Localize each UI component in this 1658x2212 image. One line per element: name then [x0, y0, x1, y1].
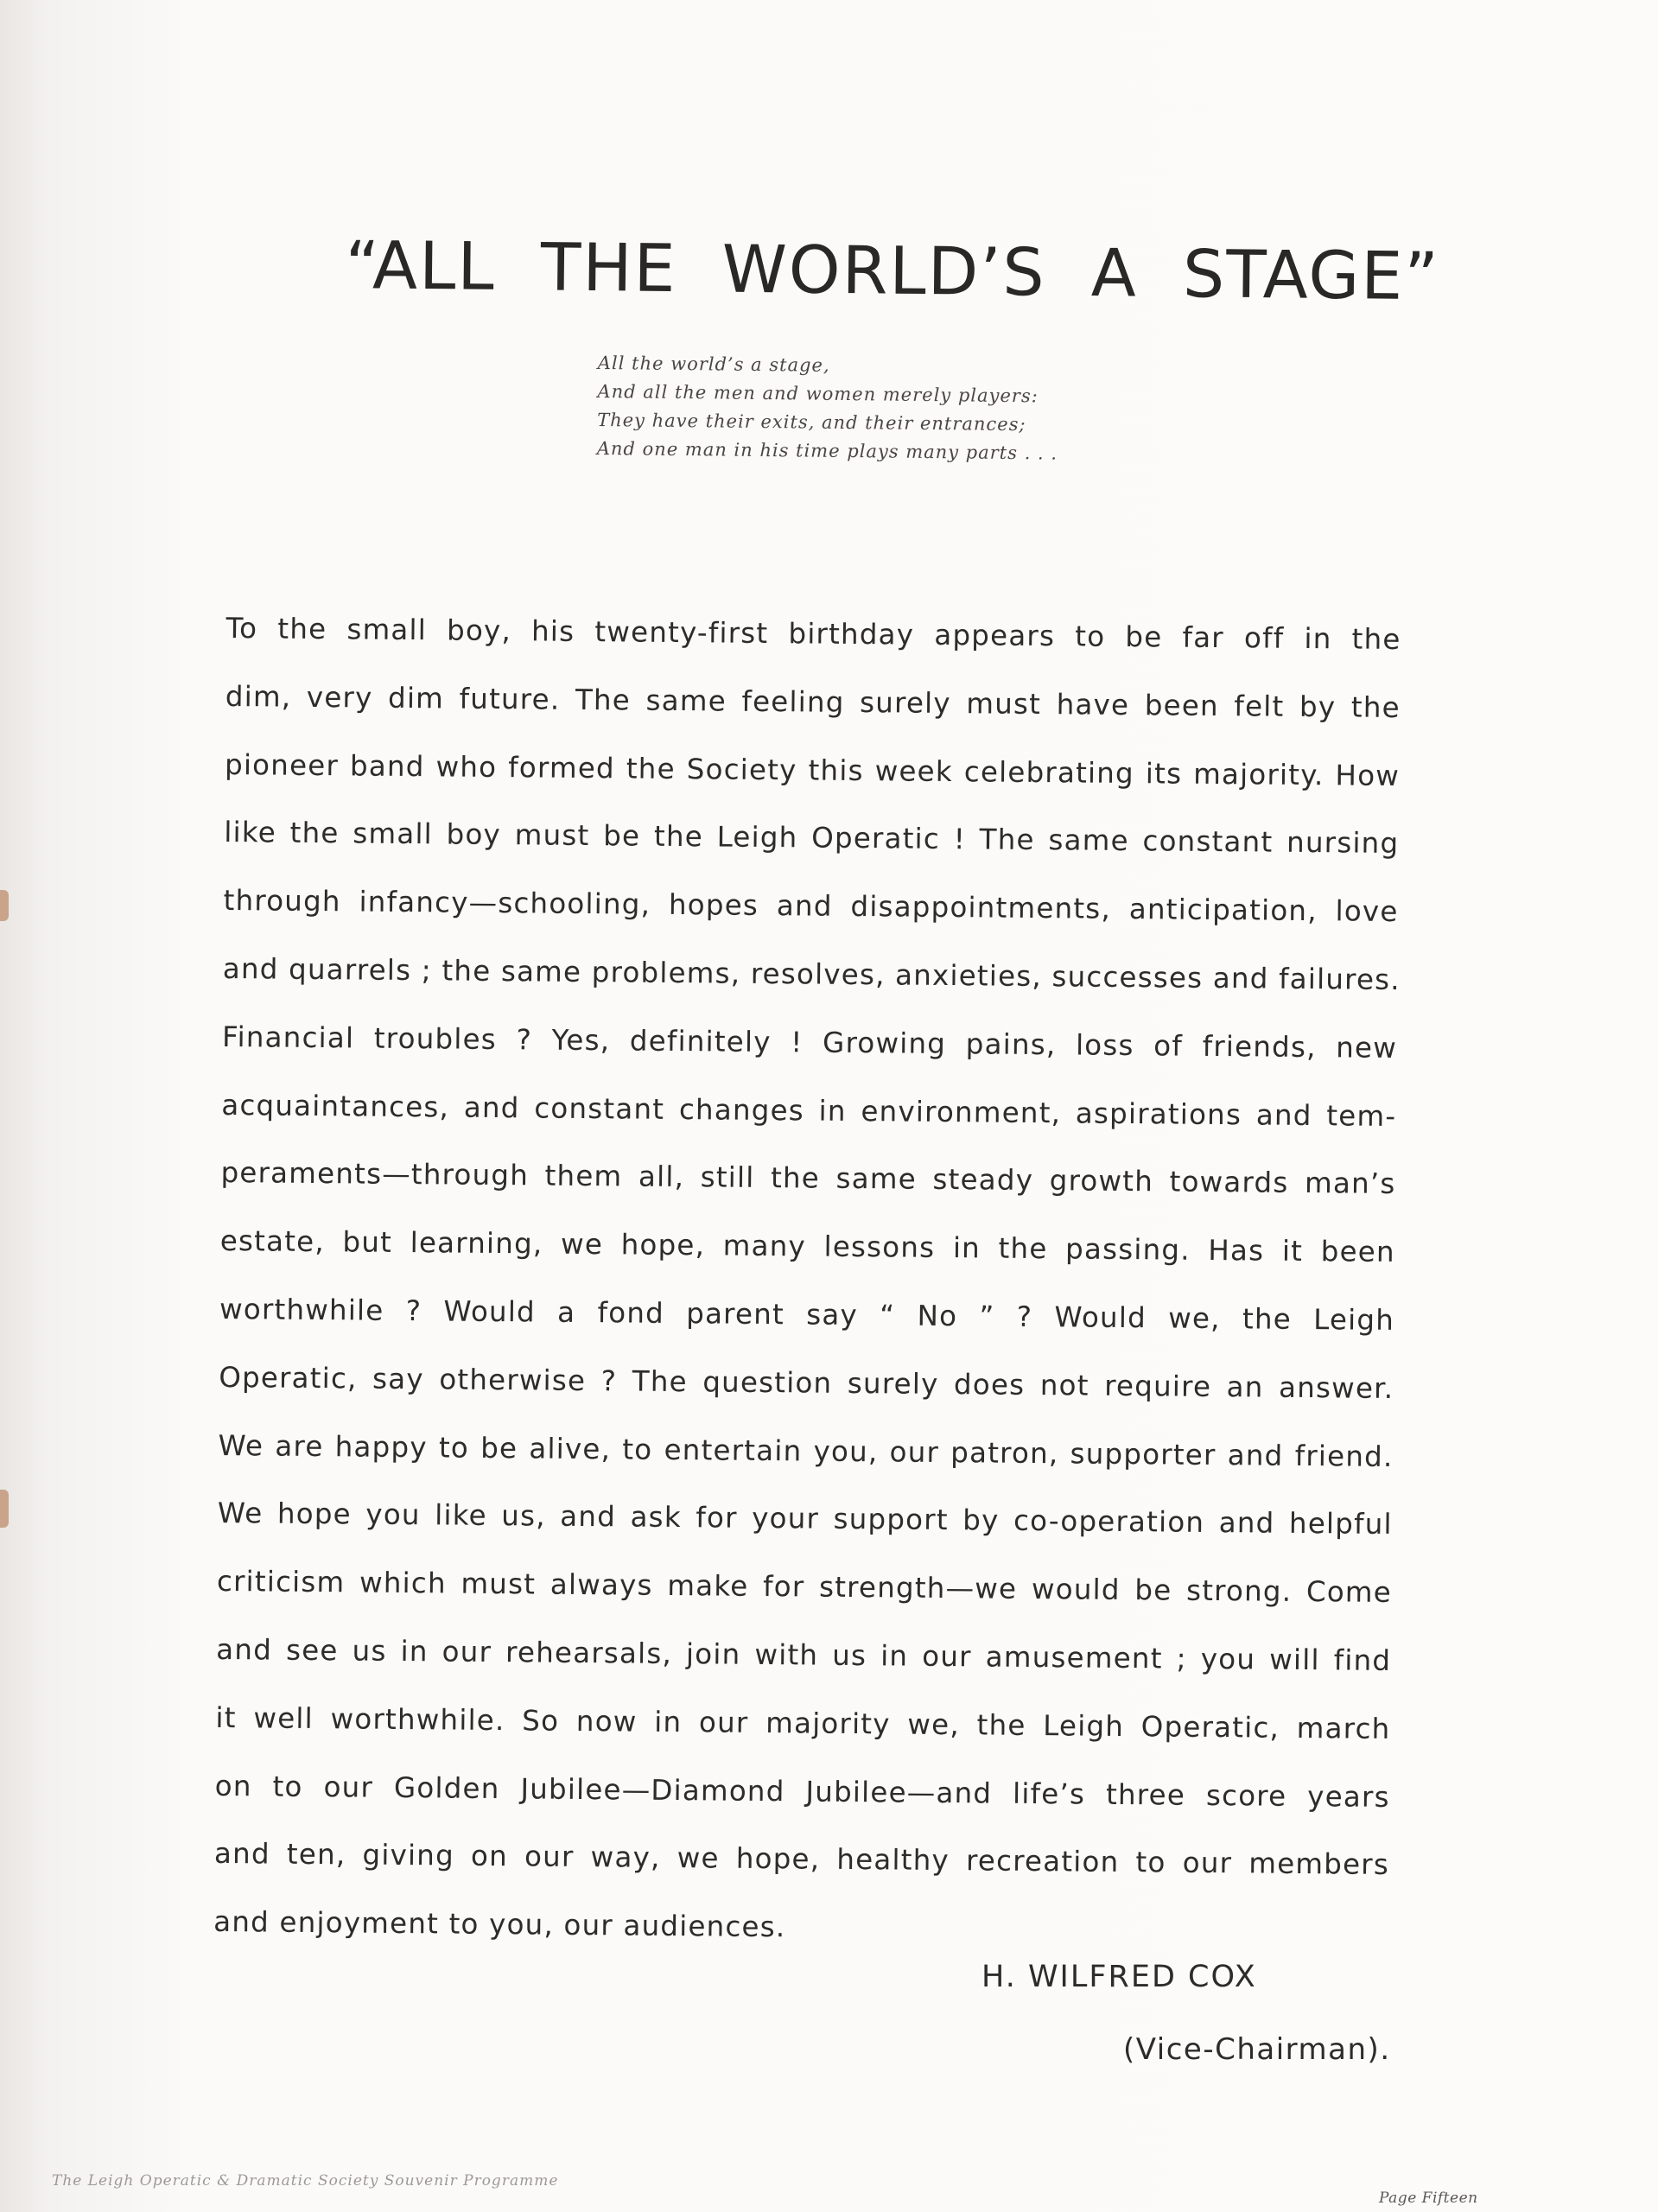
poem-line: And all the men and women merely players: — [597, 380, 1039, 407]
page-edge-mark — [0, 890, 9, 921]
body-line: To the small boy, his twenty-first birthday appears to be far off in the — [226, 611, 1401, 657]
body-line: like the small boy must be the Leigh Operatic ! The same constant nursing — [224, 816, 1400, 861]
body-line: peraments—through them all, still the same steady growth towards man’s — [220, 1156, 1396, 1201]
poem-line: All the world’s a stage, — [597, 352, 830, 376]
page-title: “ALL THE WORLD’S A STAGE” — [345, 226, 1441, 315]
body-line: acquaintances, and constant changes in environment, aspirations and tem- — [221, 1088, 1397, 1133]
body-line: and enjoyment to you, our audiences. — [213, 1905, 786, 1944]
body-line: and quarrels ; the same problems, resolves, anxieties, successes and failures. — [222, 951, 1401, 997]
body-line: Financial troubles ? Yes, definitely ! Growing pains, loss of friends, new — [221, 1020, 1398, 1065]
body-line: worthwhile ? Would a fond parent say “ No ” ? Would we, the Leigh — [219, 1292, 1395, 1337]
poem-line: They have their exits, and their entrances; — [597, 409, 1026, 435]
signature-name: H. WILFRED COX — [981, 1960, 1257, 1994]
footer-page-number: Page Fifteen — [1379, 2190, 1478, 2207]
poem-line: And one man in his time plays many parts . . . — [596, 437, 1058, 464]
body-line: through infancy—schooling, hopes and disappointments, anticipation, love — [223, 884, 1399, 929]
body-line: it well worthwhile. So now in our majority we, the Leigh Operatic, march — [215, 1700, 1391, 1745]
body-line: Operatic, say otherwise ? The question surely does not require an answer. — [219, 1360, 1394, 1405]
body-line: and see us in our rehearsals, join with us in our amusement ; you will find — [216, 1632, 1392, 1677]
signature-role: (Vice-Chairman). — [1123, 2032, 1391, 2067]
body-line: pioneer band who formed the Society this week celebrating its majority. How — [224, 747, 1401, 792]
body-line: dim, very dim future. The same feeling surely must have been felt by the — [225, 679, 1401, 724]
epigraph-poem — [597, 349, 1134, 468]
body-line: criticism which must always make for strength—we would be strong. Come — [216, 1565, 1393, 1610]
body-paragraph — [213, 594, 1401, 1967]
body-line: We hope you like us, and ask for your support by co-operation and helpful — [217, 1497, 1393, 1541]
body-line: estate, but learning, we hope, many lessons in the passing. Has it been — [219, 1224, 1395, 1269]
footer-programme-title: The Leigh Operatic & Dramatic Society Souvenir Programme — [52, 2172, 559, 2190]
body-line: on to our Golden Jubilee—Diamond Jubilee—and life’s three score years — [214, 1769, 1390, 1814]
body-line: and ten, giving on our way, we hope, healthy recreation to our members — [213, 1837, 1390, 1882]
body-line: We are happy to be alive, to entertain you, our patron, supporter and friend. — [218, 1428, 1394, 1473]
page-edge-mark — [0, 1490, 9, 1528]
